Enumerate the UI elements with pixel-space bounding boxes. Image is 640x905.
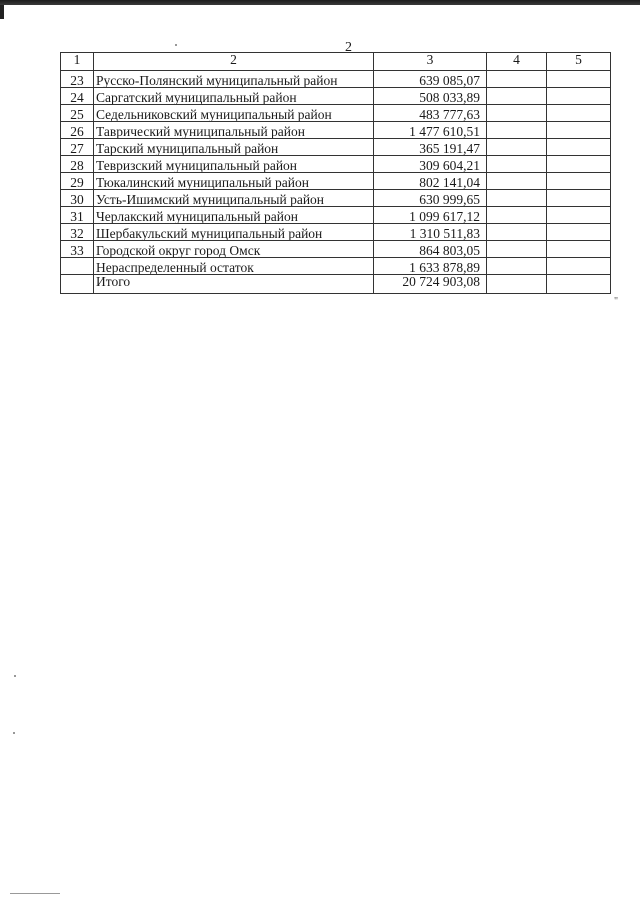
row-number-cell	[61, 275, 94, 294]
amount-cell: 802 141,04	[374, 173, 487, 190]
table-row	[61, 190, 611, 207]
empty-cell	[547, 139, 611, 156]
amount-cell: 508 033,89	[374, 88, 487, 105]
empty-cell	[547, 224, 611, 241]
empty-cell	[487, 88, 547, 105]
total-value: 20 724 903,08	[374, 275, 487, 294]
district-name-cell: Тарский муниципальный район	[94, 139, 374, 156]
scan-edge-shadow	[0, 0, 640, 5]
row-number-cell: 25	[61, 105, 94, 122]
empty-cell	[547, 122, 611, 139]
district-name-cell: Седельниковский муниципальный район	[94, 105, 374, 122]
amount-cell: 309 604,21	[374, 156, 487, 173]
row-number-cell: 33	[61, 241, 94, 258]
amount-cell: 1 477 610,51	[374, 122, 487, 139]
empty-cell	[487, 105, 547, 122]
page-number: 2	[345, 40, 352, 55]
total-label: Итого	[94, 275, 374, 294]
district-name-cell: Нераспределенный остаток	[94, 258, 374, 275]
table-row	[61, 105, 611, 122]
scan-speck	[14, 675, 16, 677]
amount-cell: 1 099 617,12	[374, 207, 487, 224]
amount-cell: 639 085,07	[374, 71, 487, 88]
table-row	[61, 258, 611, 275]
column-header: 4	[487, 53, 547, 71]
district-name-cell: Русско-Полянский муниципальный район	[94, 71, 374, 88]
empty-cell	[487, 224, 547, 241]
row-number-cell: 28	[61, 156, 94, 173]
empty-cell	[487, 207, 547, 224]
table-row	[61, 156, 611, 173]
district-name-cell: Черлакский муниципальный район	[94, 207, 374, 224]
closing-quote-mark: "	[614, 296, 619, 307]
table-row	[61, 139, 611, 156]
empty-cell	[547, 88, 611, 105]
table-row	[61, 88, 611, 105]
row-number-cell: 30	[61, 190, 94, 207]
column-header: 1	[61, 53, 94, 71]
district-name-cell: Шербакульский муниципальный район	[94, 224, 374, 241]
district-name-cell: Саргатский муниципальный район	[94, 88, 374, 105]
district-name-cell: Таврический муниципальный район	[94, 122, 374, 139]
empty-cell	[487, 122, 547, 139]
amount-cell: 1 310 511,83	[374, 224, 487, 241]
table-row	[61, 122, 611, 139]
empty-cell	[547, 190, 611, 207]
empty-cell	[487, 173, 547, 190]
row-number-cell: 26	[61, 122, 94, 139]
empty-cell	[487, 156, 547, 173]
district-name-cell: Тевризский муниципальный район	[94, 156, 374, 173]
column-header: 2	[94, 53, 374, 71]
table-row	[61, 224, 611, 241]
column-header: 3	[374, 53, 487, 71]
scan-speck	[175, 44, 177, 46]
row-number-cell: 27	[61, 139, 94, 156]
empty-cell	[547, 241, 611, 258]
scan-edge-notch	[0, 5, 4, 19]
amount-cell: 864 803,05	[374, 241, 487, 258]
table-row	[61, 173, 611, 190]
amount-cell: 1 633 878,89	[374, 258, 487, 275]
empty-cell	[547, 105, 611, 122]
column-header: 5	[547, 53, 611, 71]
district-name-cell: Усть-Ишимский муниципальный район	[94, 190, 374, 207]
empty-cell	[487, 190, 547, 207]
table-row	[61, 207, 611, 224]
empty-cell	[487, 71, 547, 88]
row-number-cell: 29	[61, 173, 94, 190]
row-number-cell: 23	[61, 71, 94, 88]
row-number-cell: 24	[61, 88, 94, 105]
empty-cell	[547, 156, 611, 173]
row-number-cell: 31	[61, 207, 94, 224]
empty-cell	[547, 71, 611, 88]
amount-cell: 483 777,63	[374, 105, 487, 122]
row-number-cell	[61, 258, 94, 275]
scan-bottom-line	[10, 893, 60, 894]
table-header-row	[61, 53, 611, 71]
district-name-cell: Тюкалинский муниципальный район	[94, 173, 374, 190]
amount-cell: 365 191,47	[374, 139, 487, 156]
table-row	[61, 241, 611, 258]
empty-cell	[487, 241, 547, 258]
amount-cell: 630 999,65	[374, 190, 487, 207]
empty-cell	[547, 173, 611, 190]
empty-cell	[487, 258, 547, 275]
empty-cell	[547, 207, 611, 224]
empty-cell	[487, 139, 547, 156]
empty-cell	[487, 275, 547, 294]
table-row	[61, 71, 611, 88]
total-row	[61, 275, 611, 294]
empty-cell	[547, 258, 611, 275]
district-name-cell: Городской округ город Омск	[94, 241, 374, 258]
scan-speck	[13, 732, 15, 734]
allocation-table	[60, 52, 611, 294]
row-number-cell: 32	[61, 224, 94, 241]
empty-cell	[547, 275, 611, 294]
